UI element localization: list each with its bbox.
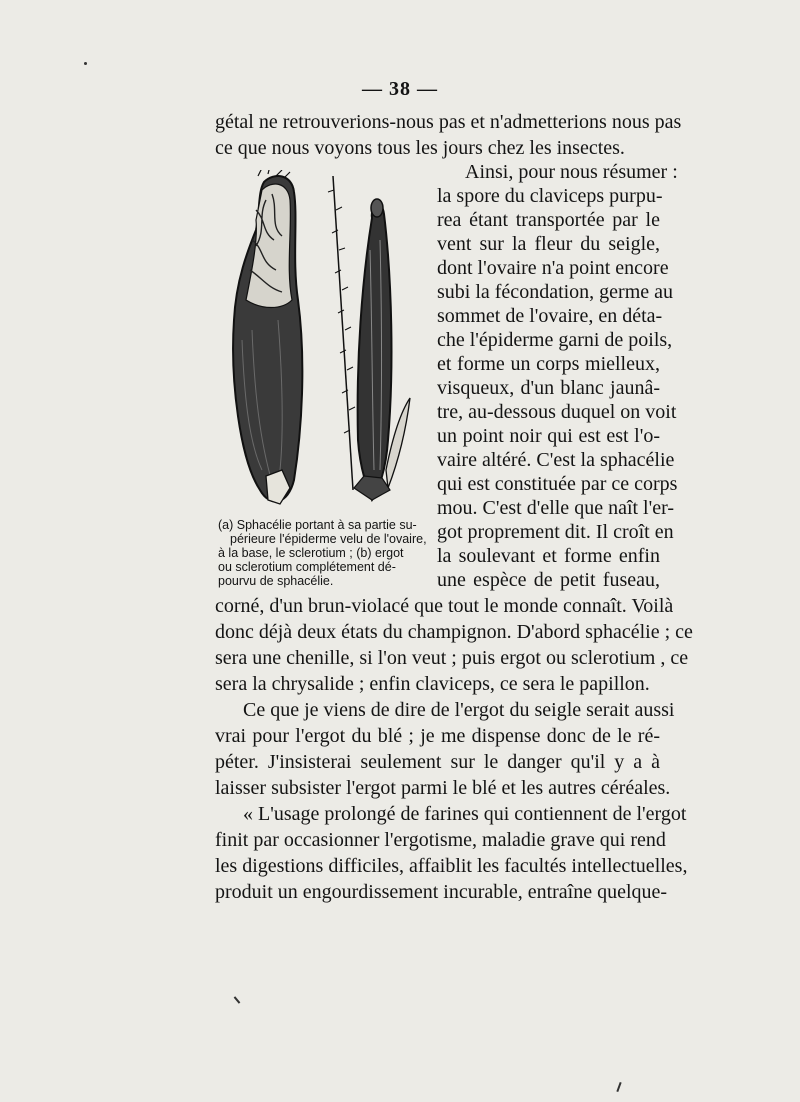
text-line: sera la chrysalide ; enfin claviceps, ce sera le papillon. <box>215 673 650 695</box>
text-line: une espèce de petit fuseau, <box>437 569 660 591</box>
text-line: vaire altéré. C'est la sphacélie <box>437 449 675 471</box>
text-line: la spore du claviceps purpu- <box>437 185 663 207</box>
caption-line: périeure l'épiderme velu de l'ovaire, <box>230 532 427 546</box>
page-number: — 38 — <box>362 78 438 100</box>
text-line: dont l'ovaire n'a point encore <box>437 257 669 279</box>
text-line: Ce que je viens de dire de l'ergot du seigle serait aussi <box>243 699 675 721</box>
text-line: péter. J'insisterai seulement sur le danger qu'il y a à <box>215 751 660 773</box>
text-line: laisser subsister l'ergot parmi le blé et les autres céréales. <box>215 777 671 799</box>
ergot-figure-b <box>328 176 410 500</box>
caption-line: à la base, le sclerotium ; (b) ergot <box>218 546 404 560</box>
text-line: et forme un corps mielleux, <box>437 353 660 375</box>
caption-line: ou sclerotium complétement dé- <box>218 560 396 574</box>
ergot-illustration <box>222 170 422 520</box>
text-line: qui est constituée par ce corps <box>437 473 678 495</box>
text-line: produit un engourdissement incurable, entraîne quelque- <box>215 881 668 903</box>
text-line: corné, d'un brun-violacé que tout le monde connaît. Voilà <box>215 595 674 617</box>
caption-line: (a) Sphacélie portant à sa partie su- <box>218 518 417 532</box>
text-line: Ainsi, pour nous résumer : <box>465 161 678 183</box>
text-line: sera une chenille, si l'on veut ; puis ergot ou sclerotium , ce <box>215 647 689 669</box>
sphacelie-figure-a <box>233 170 302 504</box>
text-line: finit par occasionner l'ergotisme, maladie grave qui rend <box>215 829 666 851</box>
text-line: rea étant transportée par le <box>437 209 660 231</box>
text-line: la soulevant et forme enfin <box>437 545 660 567</box>
paper-speck <box>84 62 87 65</box>
paper-speck <box>234 996 241 1003</box>
text-line: subi la fécondation, germe au <box>437 281 674 303</box>
text-line: sommet de l'ovaire, en déta- <box>437 305 663 327</box>
text-line: donc déjà deux états du champignon. D'abord sphacélie ; ce <box>215 621 693 643</box>
text-line: visqueux, d'un blanc jaunâ- <box>437 377 660 399</box>
text-line: vrai pour l'ergot du blé ; je me dispense donc de le ré- <box>215 725 660 747</box>
text-line: gétal ne retrouverions-nous pas et n'admetterions nous pas <box>215 111 682 133</box>
text-line: les digestions difficiles, affaiblit les facultés intellectuelles, <box>215 855 688 877</box>
text-line: che l'épiderme garni de poils, <box>437 329 673 351</box>
caption-line: pourvu de sphacélie. <box>218 574 334 588</box>
text-line: mou. C'est d'elle que naît l'er- <box>437 497 675 519</box>
text-line: ce que nous voyons tous les jours chez les insectes. <box>215 137 625 159</box>
text-line: « L'usage prolongé de farines qui contiennent de l'ergot <box>243 803 687 825</box>
text-line: vent sur la fleur du seigle, <box>437 233 660 255</box>
paper-speck <box>616 1082 621 1092</box>
text-line: un point noir qui est est l'o- <box>437 425 660 447</box>
text-line: tre, au-dessous duquel on voit <box>437 401 677 423</box>
text-line: got proprement dit. Il croît en <box>437 521 674 543</box>
